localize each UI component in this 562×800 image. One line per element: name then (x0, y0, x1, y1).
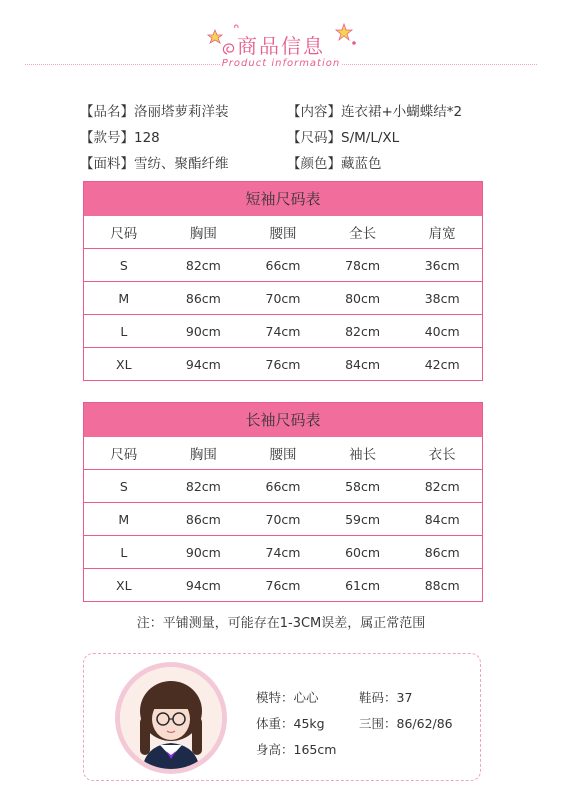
model-avatar (120, 667, 222, 769)
table-row (84, 535, 482, 568)
table-cell: 80cm (345, 290, 381, 306)
info-style-no: 【款号】128 (80, 130, 160, 146)
long-sleeve-size-table (83, 402, 483, 602)
table-cell: 74cm (265, 323, 301, 339)
header-cell: 全长 (349, 226, 377, 242)
short-sleeve-size-table (83, 181, 483, 381)
table-cell: 86cm (185, 290, 221, 306)
table-row (84, 469, 482, 502)
table-title: 短袖尺码表 (84, 182, 482, 216)
table-cell: 76cm (265, 577, 301, 593)
table-cell: 40cm (424, 323, 460, 339)
header-cell: 尺码 (110, 226, 138, 242)
table-cell: 88cm (424, 577, 460, 593)
page-title: 商品信息 (237, 34, 325, 58)
table-cell: 58cm (345, 478, 381, 494)
table-cell: 42cm (424, 356, 460, 372)
table-cell: 90cm (185, 544, 221, 560)
table-cell: 76cm (265, 356, 301, 372)
table-row (84, 281, 482, 314)
header-cell: 肩宽 (428, 226, 456, 242)
table-cell: 74cm (265, 544, 301, 560)
table-row (84, 248, 482, 281)
table-cell: 66cm (265, 257, 301, 273)
table-cell: 38cm (424, 290, 460, 306)
table-cell: M (118, 290, 130, 306)
table-cell: 61cm (345, 577, 381, 593)
header-cell: 衣长 (428, 447, 456, 463)
table-cell: XL (116, 577, 132, 593)
table-cell: 94cm (185, 577, 221, 593)
model-photo-icon (120, 667, 222, 769)
table-cell: 66cm (265, 478, 301, 494)
table-cell: 36cm (424, 257, 460, 273)
table-cell: L (120, 544, 128, 560)
model-shoe-size: 鞋码：37 (359, 690, 413, 705)
info-fabric: 【面料】雪纺、聚酯纤维 (80, 156, 229, 172)
table-cell: 84cm (345, 356, 381, 372)
table-cell: 86cm (424, 544, 460, 560)
table-row (84, 502, 482, 535)
table-header-row (84, 437, 482, 469)
model-height: 身高：165cm (256, 742, 337, 757)
table-cell: XL (116, 356, 132, 372)
table-cell: 59cm (345, 511, 381, 527)
model-weight: 体重：45kg (256, 716, 325, 731)
header-cell: 胸围 (189, 226, 217, 242)
table-cell: S (119, 478, 128, 494)
table-cell: 70cm (265, 511, 301, 527)
table-cell: 82cm (185, 257, 221, 273)
table-cell: 82cm (345, 323, 381, 339)
header-cell: 腰围 (269, 226, 297, 242)
table-cell: 86cm (185, 511, 221, 527)
table-row (84, 347, 482, 380)
table-cell: 70cm (265, 290, 301, 306)
table-cell: M (118, 511, 130, 527)
section-header (0, 0, 562, 80)
header-cell: 胸围 (189, 447, 217, 463)
table-cell: 60cm (345, 544, 381, 560)
header-cell: 腰围 (269, 447, 297, 463)
info-name: 【品名】洛丽塔萝莉洋装 (80, 104, 229, 120)
header-cell: 袖长 (349, 447, 377, 463)
table-cell: 82cm (424, 478, 460, 494)
model-name: 模特：心心 (256, 690, 319, 705)
table-title: 长袖尺码表 (84, 403, 482, 437)
header-cell: 尺码 (110, 447, 138, 463)
page-subtitle: Product information (221, 58, 341, 69)
table-cell: 94cm (185, 356, 221, 372)
info-sizes: 【尺码】S/M/L/XL (287, 130, 400, 146)
table-cell: 84cm (424, 511, 460, 527)
table-cell: 90cm (185, 323, 221, 339)
table-row (84, 568, 482, 601)
table-header-row (84, 216, 482, 248)
model-measurements: 三围：86/62/86 (359, 716, 453, 731)
table-cell: S (119, 257, 128, 273)
info-color: 【颜色】藏蓝色 (287, 156, 382, 172)
table-cell: 82cm (185, 478, 221, 494)
table-cell: 78cm (345, 257, 381, 273)
measurement-note: 注：平铺测量，可能存在1-3CM误差，属正常范围 (136, 616, 426, 631)
table-cell: L (120, 323, 128, 339)
info-content: 【内容】连衣裙+小蝴蝶结*2 (287, 104, 463, 120)
table-row (84, 314, 482, 347)
